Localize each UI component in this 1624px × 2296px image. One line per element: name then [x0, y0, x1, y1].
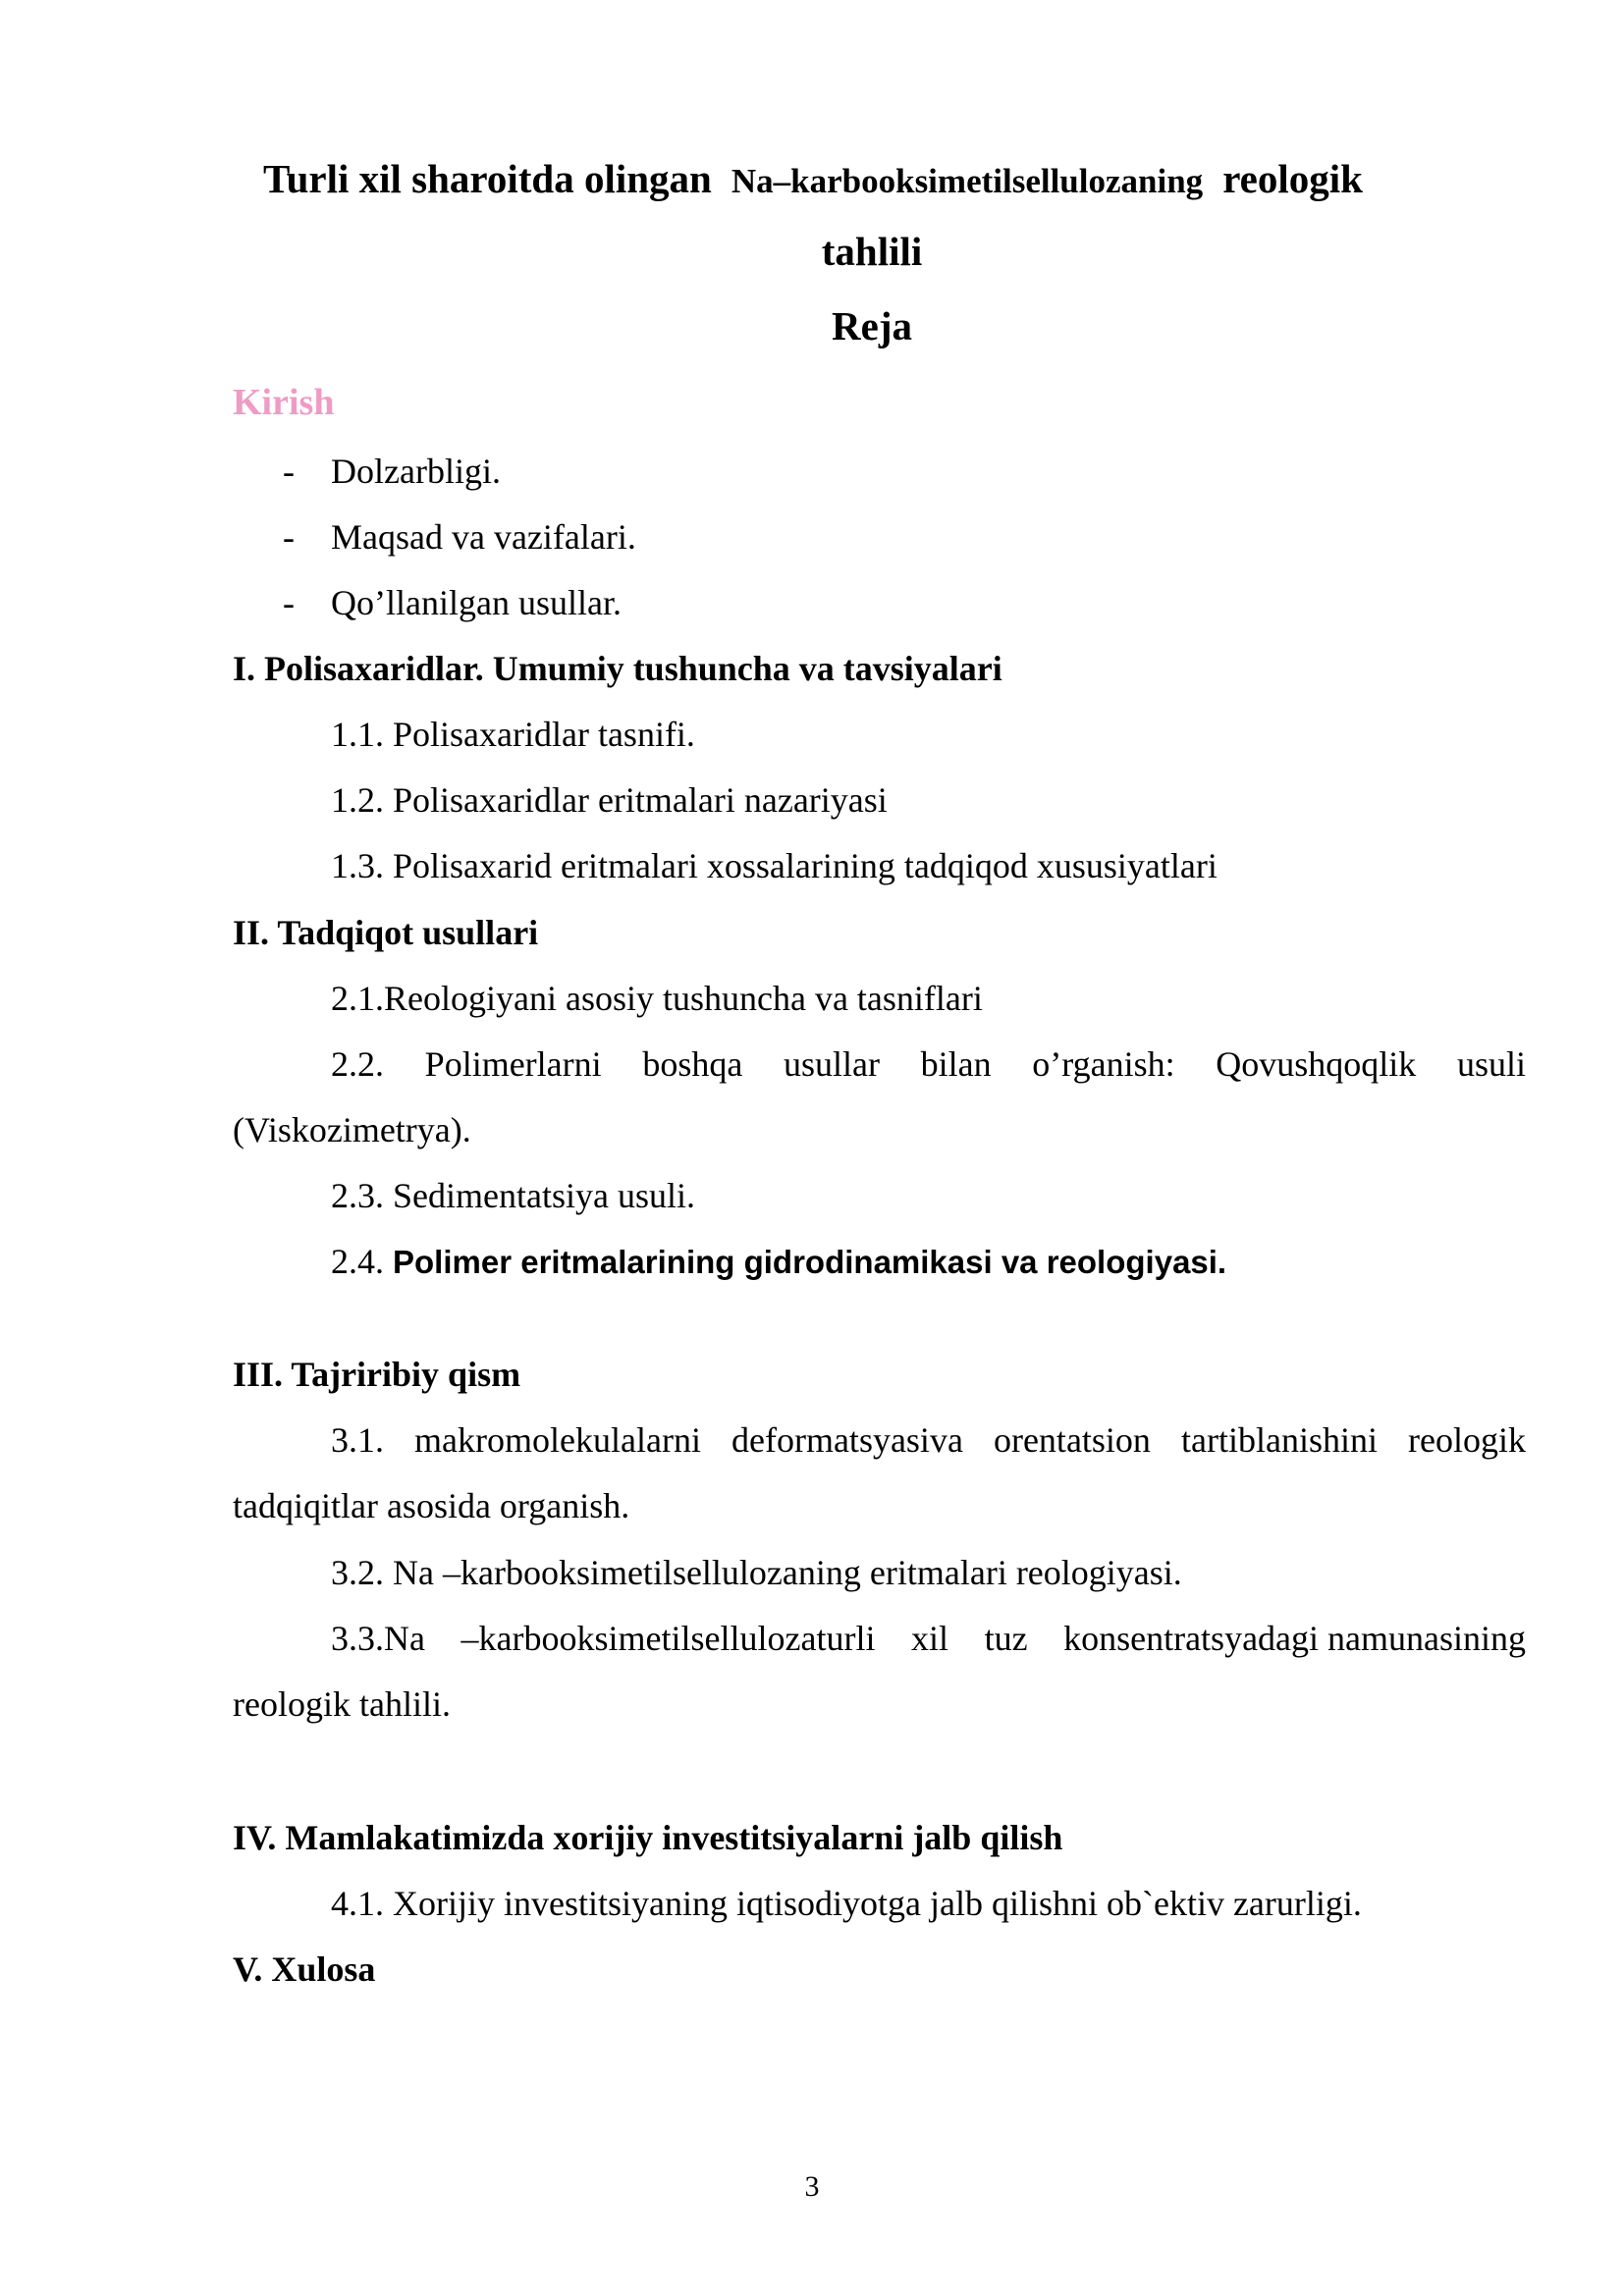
section-heading: II. Tadqiqot usullari: [233, 913, 539, 952]
section-item-continuation: reologik tahlili.: [233, 1684, 451, 1724]
word: –karbooksimetilsellulozaturli: [460, 1619, 876, 1658]
item-number: 2.4.: [331, 1242, 384, 1281]
section-item: 1.2. Polisaxaridlar eritmalari nazariyasi: [331, 780, 888, 820]
plan-heading: Reja: [832, 303, 912, 348]
word: orentatsion: [993, 1420, 1151, 1460]
section-heading: V. Xulosa: [233, 1949, 376, 1989]
title-part-3: reologik: [1222, 156, 1363, 201]
word: tuz: [984, 1619, 1028, 1658]
word: 3.3.Na: [331, 1619, 425, 1658]
word: usuli: [1456, 1044, 1526, 1084]
section-item: [331, 1240, 1226, 1284]
word: makromolekulalarni: [414, 1420, 701, 1460]
word: reologik: [1408, 1420, 1526, 1460]
word: deformatsyasiva: [731, 1420, 963, 1460]
word: boshqa: [642, 1044, 743, 1084]
word: 2.2.: [331, 1044, 384, 1084]
intro-item-label: Dolzarbligi.: [331, 452, 501, 491]
section-item: 2.3. Sedimentatsiya usuli.: [331, 1176, 695, 1215]
section-heading: III. Tajriribiy qism: [233, 1355, 521, 1394]
section-heading: I. Polisaxaridlar. Umumiy tushuncha va tavsiyalari: [233, 649, 1002, 688]
section-item-continuation: tadqiqitlar asosida organish.: [233, 1486, 630, 1525]
item-bold-text: Polimer eritmalarining gidrodinamikasi va reologiyasi.: [393, 1244, 1227, 1280]
dash-bullet: -: [283, 452, 295, 491]
section-item-justified: [331, 1042, 1526, 1086]
word: o’rganish:: [1032, 1044, 1175, 1084]
section-item: 4.1. Xorijiy investitsiyaning iqtisodiyotga jalb qilishni ob`ektiv zarurligi.: [331, 1884, 1362, 1923]
word: bilan: [920, 1044, 992, 1084]
word: 3.1.: [331, 1420, 384, 1460]
page-number: 3: [804, 2170, 820, 2203]
intro-item-label: Maqsad va vazifalari.: [331, 517, 636, 557]
word: tartiblanishini: [1180, 1420, 1378, 1460]
title-line-2: tahlili: [821, 229, 923, 274]
section-item: 1.3. Polisaxarid eritmalari xossalarining tadqiqod xususiyatlari: [331, 846, 1218, 885]
word: xil: [911, 1619, 949, 1658]
section-item-continuation: (Viskozimetrya).: [233, 1110, 471, 1149]
section-item: 2.1.Reologiyani asosiy tushuncha va tasniflari: [331, 979, 983, 1018]
section-item-justified: [331, 1617, 1526, 1660]
section-item: 3.2. Na –karbooksimetilsellulozaning eritmalari reologiyasi.: [331, 1553, 1182, 1592]
section-item: 1.1. Polisaxaridlar tasnifi.: [331, 715, 695, 754]
word: usullar: [783, 1044, 880, 1084]
title-part-2: Na–karbooksimetilsellulozaning: [731, 162, 1204, 200]
title-part-1: Turli xil sharoitda olingan: [263, 156, 712, 201]
section-heading: IV. Mamlakatimizda xorijiy investitsiyalarni jalb qilish: [233, 1818, 1063, 1857]
word: Polimerlarni: [424, 1044, 602, 1084]
intro-heading: Kirish: [233, 382, 335, 423]
word: konsentratsyadagi namunasining: [1063, 1619, 1526, 1658]
section-item-justified: [331, 1418, 1526, 1462]
dash-bullet: -: [283, 583, 295, 622]
dash-bullet: -: [283, 517, 295, 557]
intro-item-label: Qo’llanilgan usullar.: [331, 583, 622, 622]
word: Qovushqoqlik: [1216, 1044, 1417, 1084]
title-line-1: [263, 157, 1363, 203]
